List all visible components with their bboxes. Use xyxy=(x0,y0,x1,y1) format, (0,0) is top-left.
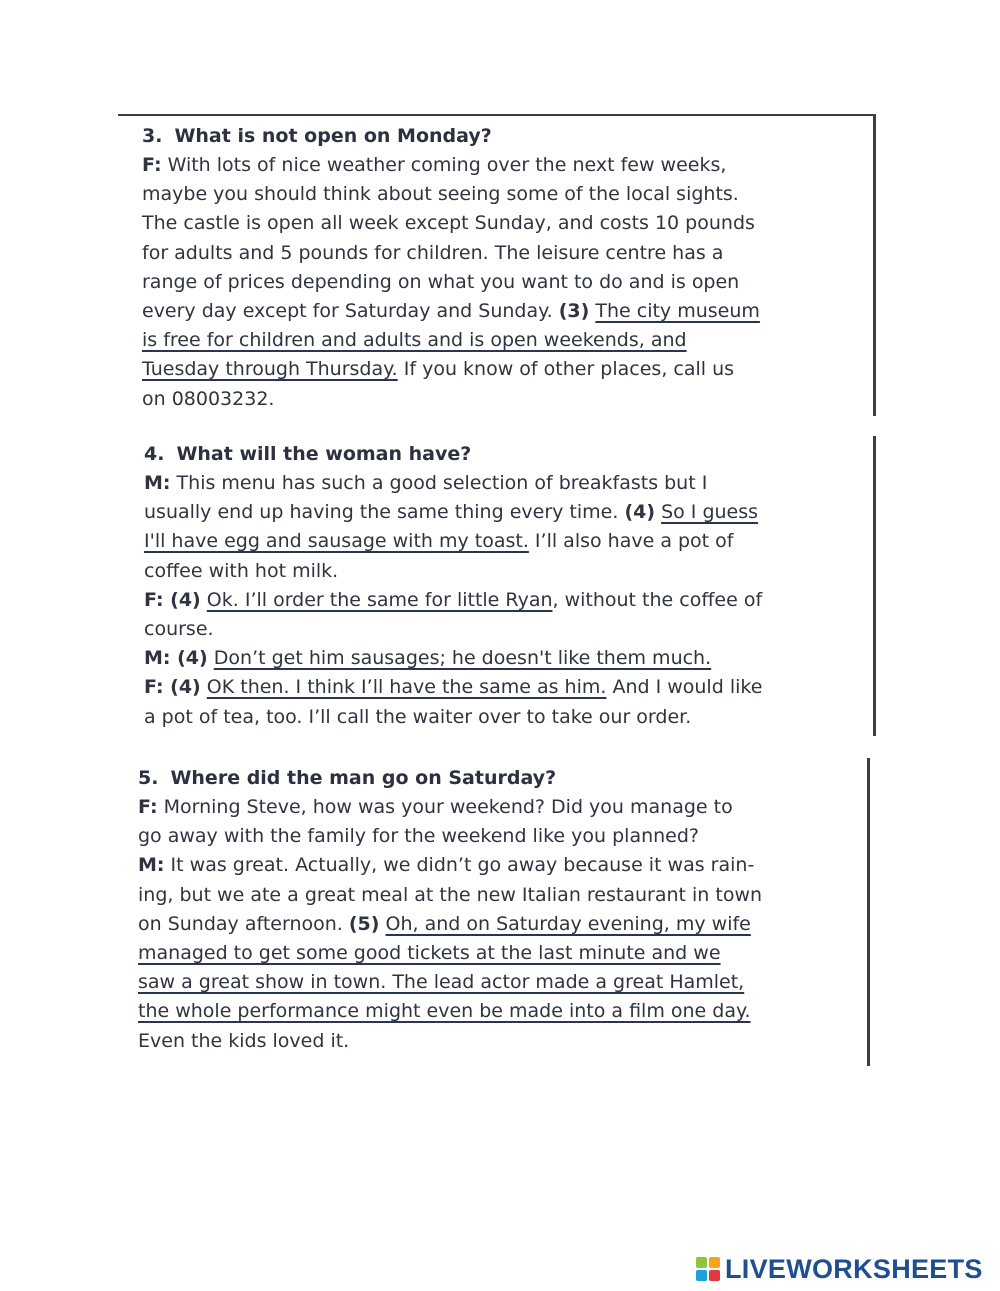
transcript-text: Morning Steve, how was your weekend? Did you manage to xyxy=(157,796,733,818)
question-title xyxy=(138,764,867,793)
answer-underlined-text: The city museum xyxy=(595,300,760,323)
logo-square xyxy=(709,1257,720,1268)
transcript-text: If you know of other places, call us xyxy=(397,358,735,381)
speaker-label: F: (4) xyxy=(144,676,201,699)
transcript-line xyxy=(138,939,867,968)
transcript-text: The castle is open all week except Sunday, and costs 10 pounds xyxy=(142,212,755,235)
transcript-line xyxy=(138,997,867,1026)
transcript-text: I’ll also have a pot of xyxy=(528,530,734,553)
transcript-text: course. xyxy=(144,618,214,641)
transcript-line xyxy=(138,822,867,851)
question-title xyxy=(142,122,873,151)
transcript-text: maybe you should think about seeing some of the local sights. xyxy=(142,183,739,206)
answer-underlined-text: Oh, and on Saturday evening, my wife xyxy=(385,912,751,935)
transcript-text: usually end up having the same thing every time. xyxy=(144,501,625,524)
section-question-3 xyxy=(118,114,876,416)
question-number: 4. xyxy=(144,443,165,465)
speaker-label: F: xyxy=(142,154,162,176)
liveworksheets-logo-icon xyxy=(696,1257,720,1281)
transcript-line xyxy=(144,527,873,556)
transcript-text: , without the coffee of xyxy=(552,588,763,611)
transcript-text: for adults and 5 pounds for children. The leisure centre has a xyxy=(142,241,724,264)
speaker-label: F: (4) xyxy=(144,588,201,611)
transcript-line xyxy=(144,498,873,527)
answer-underlined-text: saw a great show in town. The lead actor made a great Hamlet, xyxy=(138,971,745,994)
transcript-line xyxy=(142,151,873,180)
question-number: 5. xyxy=(138,767,159,789)
transcript-line xyxy=(144,673,873,702)
transcript-text: on 08003232. xyxy=(142,387,275,410)
speaker-label: F: xyxy=(138,796,158,818)
transcript-line xyxy=(144,469,873,498)
transcript-text: coffee with hot milk. xyxy=(144,559,339,582)
answer-reference: (3) xyxy=(558,300,590,323)
liveworksheets-logo xyxy=(696,1252,994,1286)
transcript-text: on Sunday afternoon. xyxy=(138,912,349,935)
logo-square xyxy=(696,1257,707,1268)
section-question-5 xyxy=(118,758,870,1066)
transcript-text: With lots of nice weather coming over the next few weeks, xyxy=(161,154,727,176)
transcript-line xyxy=(138,881,867,910)
answer-underlined-text: I'll have egg and sausage with my toast. xyxy=(144,530,529,553)
answer-underlined-text: is free for children and adults and is open weekends, and xyxy=(142,329,687,352)
transcript-line xyxy=(138,1027,867,1056)
question-title xyxy=(144,440,873,469)
answer-reference: (5) xyxy=(348,912,380,935)
transcript-text: Even the kids loved it. xyxy=(138,1029,350,1052)
transcript-line xyxy=(142,385,873,414)
answer-underlined-text: the whole performance might even be made into a film one day. xyxy=(138,1000,751,1023)
answer-reference: (4) xyxy=(624,501,656,524)
answer-underlined-text: Don’t get him sausages; he doesn't like them much. xyxy=(213,647,712,670)
transcript-text: every day except for Saturday and Sunday. xyxy=(142,300,559,323)
transcript xyxy=(138,793,867,1056)
transcript-text: And I would like xyxy=(606,676,763,699)
logo-text: LIVEWORKSHEETS xyxy=(725,1253,983,1284)
transcript-line xyxy=(142,355,873,384)
logo-square xyxy=(696,1270,707,1281)
speaker-label: M: xyxy=(138,854,165,877)
answer-underlined-text: managed to get some good tickets at the last minute and we xyxy=(138,942,721,965)
transcript-line xyxy=(144,586,873,615)
transcript-text: go away with the family for the weekend like you planned? xyxy=(138,825,700,848)
speaker-label: M: (4) xyxy=(144,647,208,670)
question-text: What is not open on Monday? xyxy=(174,125,492,147)
transcript-line xyxy=(142,326,873,355)
speaker-label: M: xyxy=(144,472,171,494)
question-text: Where did the man go on Saturday? xyxy=(170,767,557,789)
transcript-text: This menu has such a good selection of breakfasts but I xyxy=(170,472,708,494)
question-text: What will the woman have? xyxy=(176,443,472,465)
transcript-line xyxy=(142,180,873,209)
transcript-line xyxy=(138,793,867,822)
answer-underlined-text: Tuesday through Thursday. xyxy=(142,358,398,381)
transcript xyxy=(144,469,873,732)
transcript-line xyxy=(142,209,873,238)
transcript xyxy=(142,151,873,414)
transcript-line xyxy=(142,297,873,326)
transcript-line xyxy=(144,557,873,586)
transcript-text: It was great. Actually, we didn’t go away because it was rain- xyxy=(164,854,755,877)
transcript-line xyxy=(138,968,867,997)
logo-square xyxy=(709,1270,720,1281)
answer-underlined-text: So I guess xyxy=(661,501,759,524)
transcript-line xyxy=(142,268,873,297)
answer-underlined-text: OK then. I think I’ll have the same as him. xyxy=(206,676,607,699)
transcript-line xyxy=(144,703,873,732)
question-number: 3. xyxy=(142,125,163,147)
transcript-line xyxy=(144,615,873,644)
transcript-line xyxy=(144,644,873,673)
transcript-line xyxy=(138,851,867,880)
transcript-line xyxy=(138,910,867,939)
transcript-text: ing, but we ate a great meal at the new Italian restaurant in town xyxy=(138,883,763,906)
transcript-text: a pot of tea, too. I’ll call the waiter over to take our order. xyxy=(144,705,692,728)
transcript-text: range of prices depending on what you want to do and is open xyxy=(142,270,740,293)
section-question-4 xyxy=(120,436,876,736)
transcript-line xyxy=(142,239,873,268)
answer-underlined-text: Ok. I’ll order the same for little Ryan xyxy=(206,588,553,611)
